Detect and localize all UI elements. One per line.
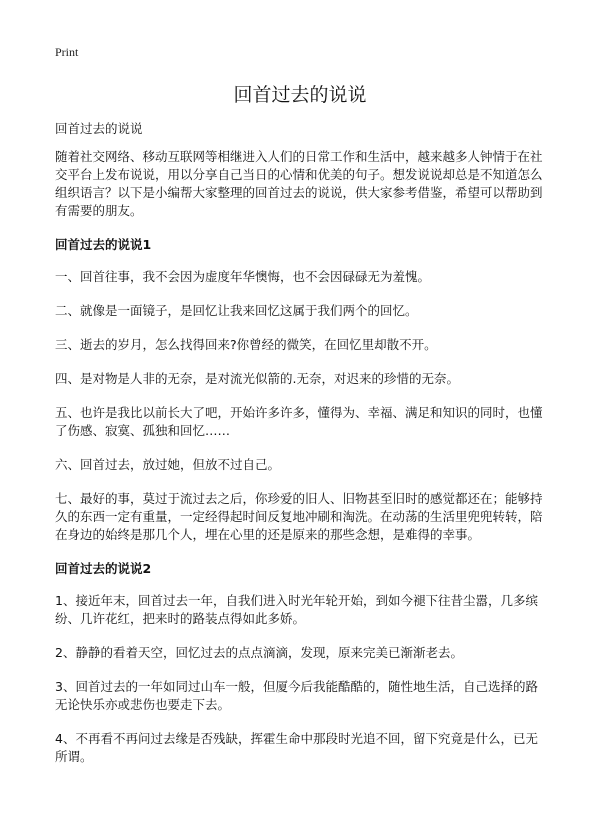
section-1-heading: 回首过去的说说1 [55,237,152,252]
section-2-heading: 回首过去的说说2 [55,561,152,576]
section-1-item-2: 二、就像是一面镜子，是回忆让我来回忆这属于我们两个的回忆。 [55,303,418,318]
print-link[interactable]: Print [55,45,79,59]
section-2-item-2: 2、静静的看着天空，回忆过去的点点滴滴，发现，原来完美已渐渐老去。 [55,645,463,660]
page-title: 回首过去的说说 [233,84,367,106]
section-1-item-1: 一、回首往事，我不会因为虚度年华懊悔，也不会因碌碌无为羞愧。 [55,269,431,284]
section-2-item-1: 1、接近年末，回首过去一年，自我们进入时光年轮开始，到如今褪下往昔尘嚣，几多缤纷、几许花红，把来时的路装点得如此多娇。 [55,593,538,626]
section-1-item-5: 五、也许是我比以前长大了吧，开始许多许多，懂得为、幸福、满足和知识的同时，也懂了伤感、寂寞、孤独和回忆…… [55,405,543,438]
section-1-item-6: 六、回首过去，放过她，但放不过自己。 [55,457,281,472]
section-1-item-7: 七、最好的事，莫过于流过去之后，你珍爱的旧人、旧物甚至旧时的感觉都还在；能够持久的东西一定有重量，一定经得起时间反复地冲刷和淘洗。在动荡的生活里兜兜转转，陪在身边的始终是那几个人，埋在心里的还是原来的那些念想，是难得的幸事。 [55,491,543,542]
intro-paragraph: 随着社交网络、移动互联网等相继进入人们的日常工作和生活中，越来越多人钟情于在社交平台上发布说说，用以分享自己当日的心情和优美的句子。想发说说却总是不知道怎么组织语言？以下是小编帮大家整理的回首过去的说说，供大家参考借鉴，希望可以帮助到有需要的朋友。 [55,149,543,218]
section-2-item-3: 3、回首过去的一年如同过山车一般，但厦今后我能酷酷的，随性地生活，自己选择的路无论快乐亦或悲伤也要走下去。 [55,679,538,712]
section-2-item-4: 4、不再看不再问过去缘是否残缺，挥霍生命中那段时光追不回，留下究竟是什么，已无所谓。 [55,731,538,764]
intro-subtitle: 回首过去的说说 [55,121,143,136]
article-body [55,120,550,782]
section-1-item-4: 四、是对物是人非的无奈，是对流光似箭的.无奈，对迟来的珍惜的无奈。 [55,371,459,386]
section-1-item-3: 三、逝去的岁月，怎么找得回来?你曾经的微笑，在回忆里却散不开。 [55,337,437,352]
